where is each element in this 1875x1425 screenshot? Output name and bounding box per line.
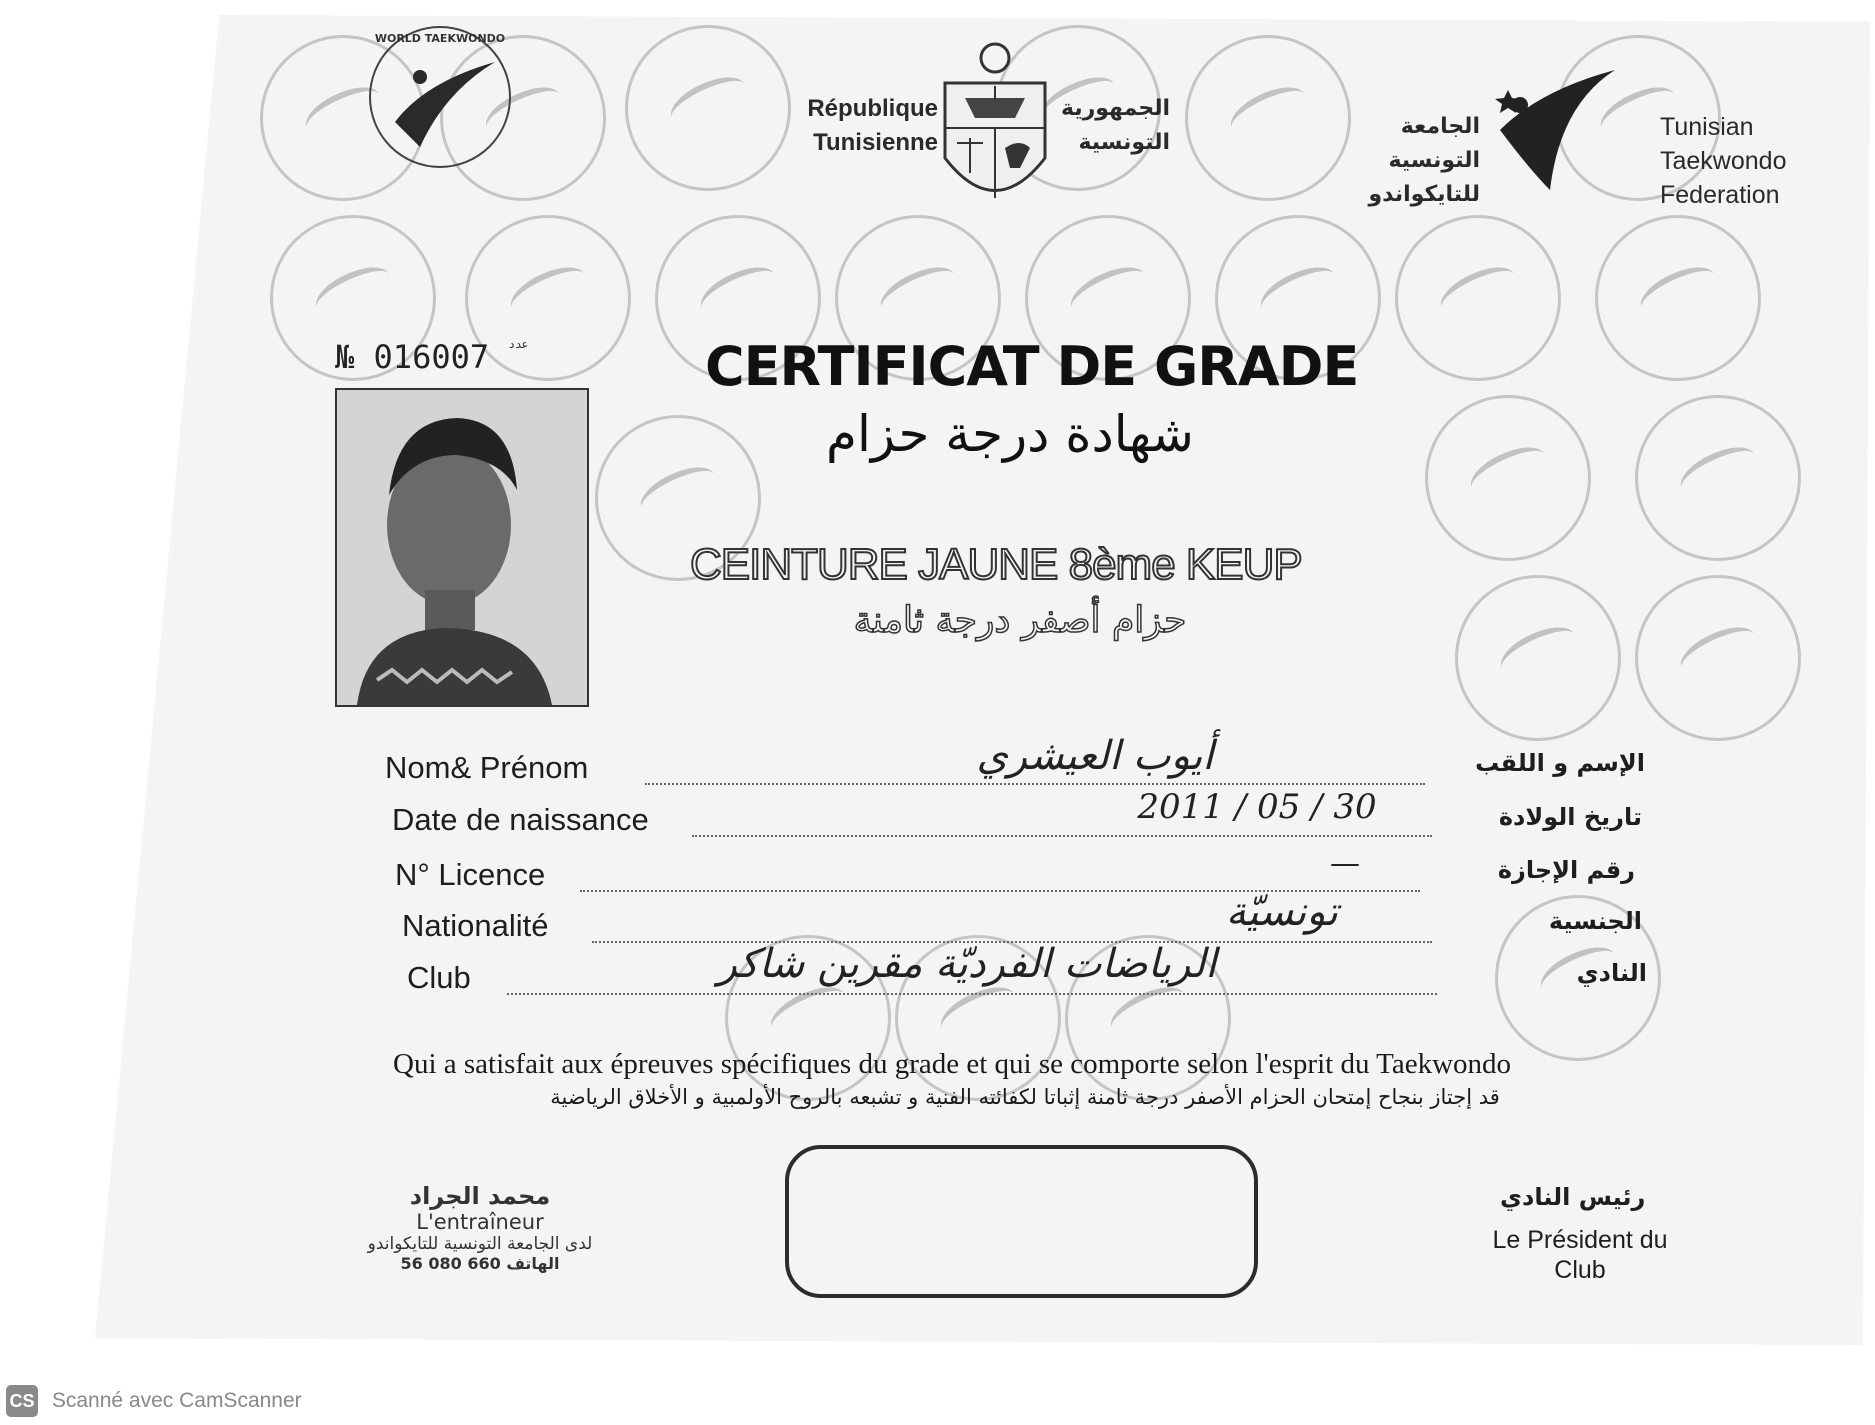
belt-grade-fr: CEINTURE JAUNE 8ème KEUP bbox=[690, 540, 1302, 589]
field-label-fr: N° Licence bbox=[395, 857, 546, 892]
camscanner-icon: CS bbox=[6, 1385, 38, 1417]
field-label-fr: Club bbox=[407, 960, 471, 995]
field-dotted-line bbox=[692, 835, 1432, 837]
holder-photo bbox=[335, 388, 589, 707]
field-label-ar: رقم الإجازة bbox=[1497, 856, 1635, 884]
field-label-ar: النادي bbox=[1576, 959, 1647, 987]
federation-name-ar bbox=[1320, 110, 1480, 212]
coach-phone: 56 080 660 bbox=[400, 1254, 501, 1273]
president-label-fr bbox=[1460, 1225, 1700, 1285]
coach-phone-label-ar: الهاتف bbox=[506, 1254, 560, 1273]
certificate-title-ar: شهادة درجة حزام bbox=[826, 405, 1194, 463]
field-value-handwritten: الرياضات الفرديّة مقرين شاكر bbox=[717, 941, 1217, 987]
certificate-number bbox=[335, 338, 528, 376]
field-value-handwritten: 2011 / 05 / 30 bbox=[1137, 787, 1377, 827]
federation-name-en bbox=[1660, 110, 1786, 212]
field-label-fr: Date de naissance bbox=[392, 802, 649, 837]
watermark-logo-icon bbox=[1425, 395, 1591, 561]
field-label-fr: Nationalité bbox=[402, 908, 549, 943]
certificate-title-fr: CERTIFICAT DE GRADE bbox=[705, 335, 1359, 398]
field-value-handwritten: — bbox=[1330, 846, 1360, 881]
watermark-logo-icon bbox=[1455, 575, 1621, 741]
republic-ar-line1: الجمهورية bbox=[1061, 96, 1170, 121]
watermark-logo-icon bbox=[1395, 215, 1561, 381]
field-label-fr: Nom& Prénom bbox=[385, 750, 589, 785]
republic-fr-line2: Tunisienne bbox=[813, 129, 938, 156]
tunisian-taekwondo-federation-logo-icon bbox=[1490, 50, 1620, 200]
belt-grade-ar: حزام أصفر درجة ثامنة bbox=[853, 600, 1187, 641]
world-taekwondo-logo bbox=[365, 22, 515, 172]
federation-en-line1: Tunisian bbox=[1660, 113, 1754, 141]
statement-fr: Qui a satisfait aux épreuves spécifiques du grade et qui se comporte selon l'esprit du Taekwondo bbox=[393, 1048, 1512, 1080]
watermark-logo-icon bbox=[1635, 575, 1801, 741]
field-dotted-line bbox=[645, 783, 1425, 785]
stamp-box bbox=[785, 1145, 1258, 1298]
republic-fr-line1: République bbox=[807, 95, 938, 122]
coach-org-ar: لدى الجامعة التونسية للتايكواندو bbox=[367, 1234, 593, 1254]
watermark-logo-icon bbox=[625, 25, 791, 191]
republic-name-ar bbox=[1060, 92, 1170, 160]
federation-ar-line2: التونسية bbox=[1388, 148, 1480, 173]
field-label-ar: الجنسية bbox=[1548, 907, 1642, 935]
federation-en-line3: Federation bbox=[1660, 181, 1780, 209]
president-fr-line2: Club bbox=[1554, 1256, 1606, 1284]
watermark-logo-icon bbox=[1595, 215, 1761, 381]
field-dotted-line bbox=[507, 993, 1437, 995]
federation-en-line2: Taekwondo bbox=[1660, 147, 1787, 175]
watermark-logo-icon bbox=[1635, 395, 1801, 561]
number-prefix: № bbox=[335, 338, 355, 376]
republic-name-fr bbox=[798, 92, 938, 160]
field-value-handwritten: أيوب العيشري bbox=[976, 733, 1214, 779]
field-label-ar: الإسم و اللقب bbox=[1475, 749, 1645, 777]
number-value: 016007 bbox=[373, 338, 490, 376]
president-label-ar: رئيس النادي bbox=[1500, 1183, 1646, 1211]
coach-stamp bbox=[330, 1182, 630, 1273]
scanner-footer bbox=[6, 1385, 302, 1417]
republic-ar-line2: التونسية bbox=[1078, 130, 1170, 155]
coach-name-ar: محمد الجراد bbox=[409, 1182, 551, 1210]
president-fr-line1: Le Président du bbox=[1492, 1226, 1668, 1254]
tunisia-coat-of-arms-icon bbox=[935, 38, 1055, 218]
field-label-ar: تاريخ الولادة bbox=[1498, 803, 1642, 831]
number-suffix-ar: عدد bbox=[508, 338, 529, 351]
wt-logo-text: WORLD TAEKWONDO bbox=[374, 32, 506, 45]
statement-ar: قد إجتاز بنجاح إمتحان الحزام الأصفر درجة ثامنة إثباتا لكفائته الفنية و تشبعه بالروح الأولمبية و الأخلاق الرياضية bbox=[550, 1085, 1500, 1109]
federation-ar-line3: للتايكواندو bbox=[1368, 182, 1480, 207]
coach-title-fr: L'entraîneur bbox=[416, 1210, 544, 1234]
footer-text: Scanné avec CamScanner bbox=[51, 1389, 302, 1412]
field-value-handwritten: تونسيّة bbox=[1225, 889, 1339, 935]
federation-ar-line1: الجامعة bbox=[1400, 114, 1480, 139]
